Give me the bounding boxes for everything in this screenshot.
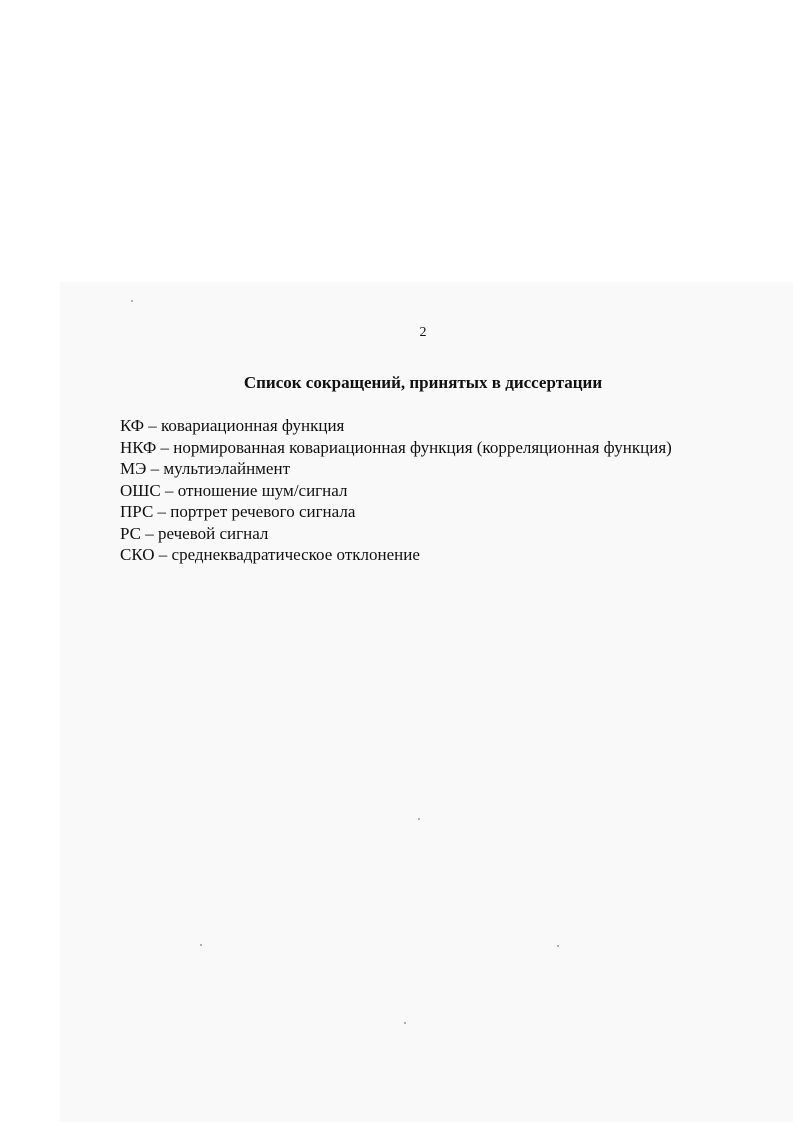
scan-speck <box>418 818 420 820</box>
abbreviation-item: МЭ – мультиэлайнмент <box>120 459 291 478</box>
abbreviation-item: НКФ – нормированная ковариационная функция (корреляционная функция) <box>120 437 672 457</box>
scan-speck <box>557 945 559 947</box>
scan-speck <box>131 300 133 302</box>
abbreviation-item: ОШС – отношение шум/сигнал <box>120 480 348 500</box>
abbreviation-item: РС – речевой сигнал <box>120 523 269 543</box>
page-number: 2 <box>419 325 427 340</box>
scan-speck <box>200 944 202 946</box>
page-title: Список сокращений, принятых в диссертации <box>243 373 603 392</box>
scanned-page-area <box>60 282 793 1122</box>
abbreviation-item: ПРС – портрет речевого сигнала <box>120 502 356 521</box>
abbreviation-list <box>120 415 727 566</box>
abbreviation-item: СКО – среднеквадратическое отклонение <box>120 545 420 564</box>
scan-speck <box>404 1022 406 1024</box>
abbreviation-item: КФ – ковариационная функция <box>120 416 345 435</box>
